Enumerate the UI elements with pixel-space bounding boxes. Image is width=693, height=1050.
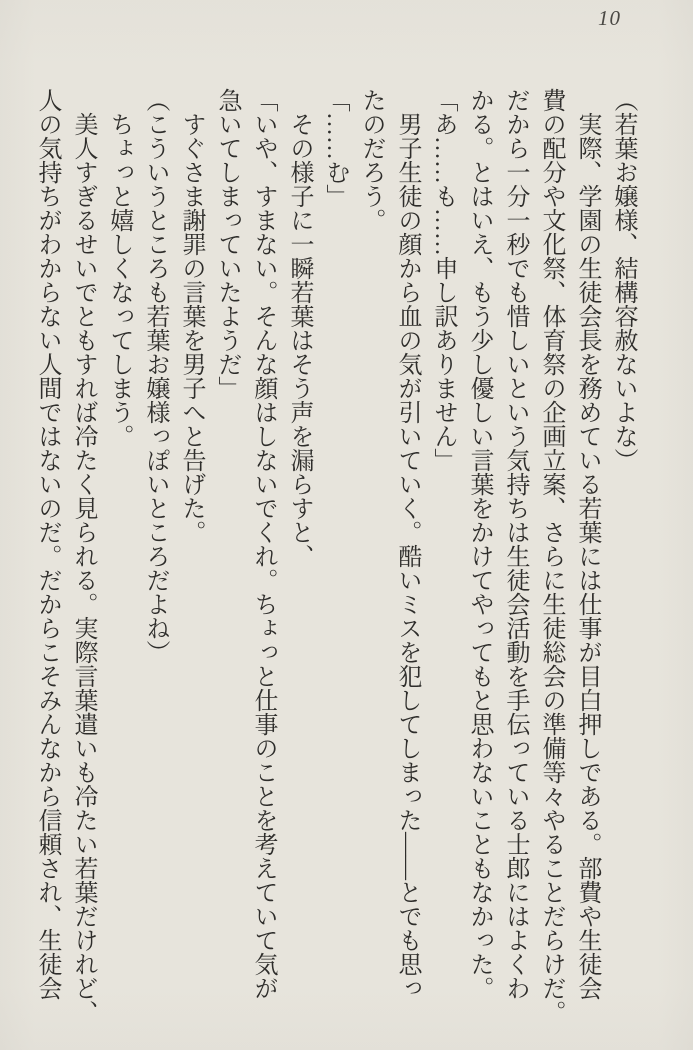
- text-line: 人の気持ちがわからない人間ではないのだ。だからこそみんなから信頼され、生徒会: [34, 88, 60, 1000]
- text-line: 費の配分や文化祭、体育祭の企画立案、さらに生徒総会の準備等々やることだらけだ。: [538, 88, 564, 1024]
- text-line: ちょっと嬉しくなってしまう。: [106, 88, 132, 448]
- text-line: すぐさま謝罪の言葉を男子へと告げた。: [178, 88, 204, 544]
- text-line: 男子生徒の顔から血の気が引いていく。酷いミスを犯してしまった――とでも思っ: [394, 88, 420, 1000]
- page-text: [29, 88, 641, 1040]
- text-line: 急いてしまっていたようだ」: [214, 88, 240, 400]
- text-line: 実際、学園の生徒会長を務めている若葉には仕事が目白押しである。部費や生徒会: [574, 88, 600, 1000]
- text-line: だから一分一秒でも惜しいという気持ちは生徒会活動を手伝っている士郎にはよくわ: [502, 88, 528, 1000]
- text-line: 「あ……も……申し訳ありません」: [430, 88, 456, 472]
- text-line: 美人すぎるせいでともすれば冷たく見られる。実際言葉遣いも冷たい若葉だけれど、: [70, 88, 96, 1024]
- text-line: 「……む」: [322, 88, 348, 208]
- text-line: たのだろう。: [358, 88, 384, 232]
- page-number: 10: [598, 6, 621, 30]
- text-line: 「いや、すまない。そんな顔はしないでくれ。ちょっと仕事のことを考えていて気が: [250, 88, 276, 1000]
- text-line: （若葉お嬢様、結構容赦ないよな）: [610, 88, 636, 472]
- text-line: （こういうところも若葉お嬢様っぽいところだよね）: [142, 88, 168, 664]
- text-line: かる。とはいえ、もう少し優しい言葉をかけてやってもと思わないこともなかった。: [466, 88, 492, 1000]
- text-line: その様子に一瞬若葉はそう声を漏らすと、: [286, 88, 312, 568]
